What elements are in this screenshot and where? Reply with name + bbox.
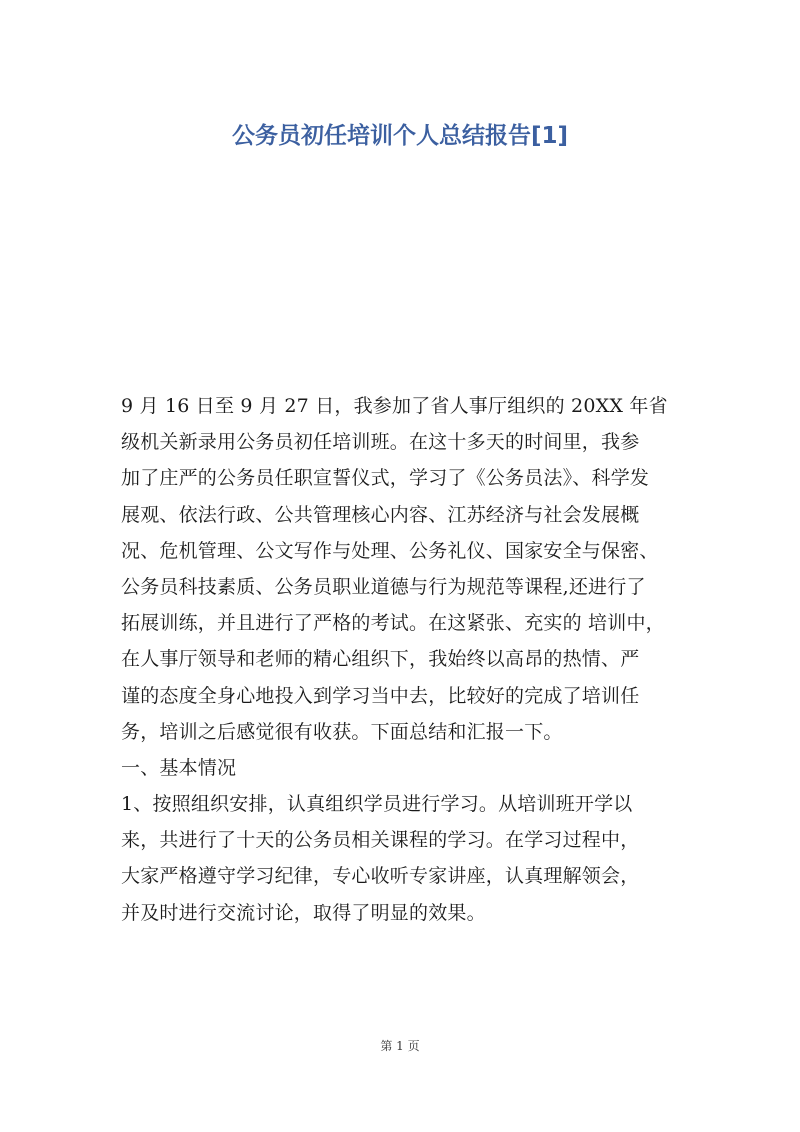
- body-line: 1、按照组织安排，认真组织学员进行学习。从培训班开学以: [121, 793, 633, 816]
- body-line: 谨的态度全身心地投入到学习当中去，比较好的完成了培训任: [121, 684, 640, 707]
- body-line: 拓展训练，并且进行了严格的考试。在这紧张、充实的 培训中，: [121, 612, 665, 635]
- body-line: 级机关新录用公务员初任培训班。在这十多天的时间里，我参: [121, 431, 640, 454]
- section-heading: 一、基本情况: [121, 756, 237, 779]
- body-line: 9 月 16 日至 9 月 27 日，我参加了省人事厅组织的 20XX 年省: [121, 395, 668, 417]
- body-line: 来，共进行了十天的公务员相关课程的学习。在学习过程中，: [121, 829, 640, 852]
- body-line: 公务员科技素质、公务员职业道德与行为规范等课程,还进行了: [121, 575, 646, 598]
- body-line: 况、危机管理、公文写作与处理、公务礼仪、国家安全与保密、: [121, 539, 659, 562]
- page-title: 公务员初任培训个人总结报告[1]: [231, 123, 569, 149]
- body-line: 在人事厅领导和老师的精心组织下，我始终以高昂的热情、严: [121, 648, 640, 671]
- body-line: 并及时进行交流讨论，取得了明显的效果。: [121, 901, 486, 924]
- body-line: 加了庄严的公务员任职宣誓仪式，学习了《公务员法》、科学发: [121, 467, 650, 490]
- body-line: 大家严格遵守学习纪律，专心收听专家讲座，认真理解领会，: [121, 865, 640, 888]
- page-number: 第 1 页: [380, 1039, 420, 1053]
- body-line: 展观、依法行政、公共管理核心内容、江苏经济与社会发展概: [121, 503, 640, 526]
- body-line: 务，培训之后感觉很有收获。下面总结和汇报一下。: [121, 720, 563, 743]
- document-body: [121, 388, 691, 931]
